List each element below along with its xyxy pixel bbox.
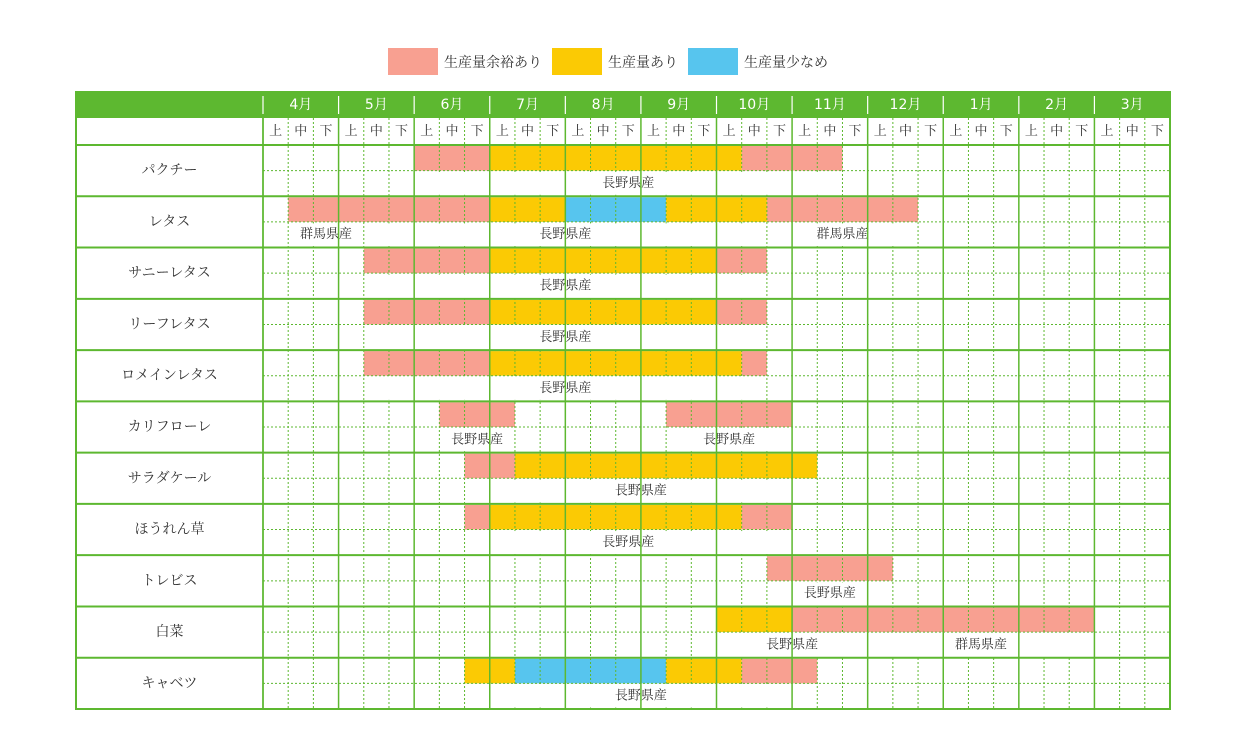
period-label: 下 (697, 124, 711, 139)
month-label: 6月 (440, 97, 464, 113)
period-label: 下 (1150, 124, 1164, 139)
crop-name: カリフローレ (127, 419, 212, 435)
crop-name: リーフレタス (128, 316, 211, 333)
origin-label: 群馬県産 (816, 227, 869, 243)
crop-name: パクチー (141, 162, 198, 179)
origin-label: 長野県産 (539, 381, 592, 397)
origin-label: 長野県産 (451, 432, 504, 448)
origin-label: 長野県産 (803, 586, 856, 602)
period-label: 下 (470, 124, 484, 139)
bar-surplus (666, 402, 792, 427)
period-label: 上 (949, 124, 963, 139)
crop-name: サニーレタス (128, 265, 211, 282)
bar-surplus (439, 402, 515, 427)
bar-normal (490, 300, 717, 325)
crop-name: トレビス (141, 572, 198, 589)
period-label: 中 (747, 124, 761, 139)
month-label: 1月 (969, 97, 993, 113)
bar-surplus (742, 351, 767, 376)
crop-name: ほうれん草 (134, 521, 205, 538)
period-label: 上 (344, 124, 358, 139)
origin-label: 長野県産 (602, 175, 655, 191)
period-label: 中 (445, 124, 459, 139)
period-label: 上 (495, 124, 509, 139)
period-label: 上 (798, 124, 812, 139)
legend-label-surplus: 生産量余裕あり (444, 54, 542, 71)
origin-label: 群馬県産 (299, 227, 352, 243)
period-label: 上 (1024, 124, 1038, 139)
bar-normal (490, 197, 566, 222)
origin-label: 長野県産 (703, 432, 756, 448)
period-label: 下 (924, 124, 938, 139)
origin-label: 長野県産 (539, 278, 592, 294)
bar-surplus (767, 556, 893, 581)
header-bar (76, 92, 1170, 118)
period-label: 上 (873, 124, 887, 139)
period-label: 中 (1050, 124, 1064, 139)
period-label: 中 (369, 124, 383, 139)
period-label: 下 (999, 124, 1013, 139)
month-label: 5月 (364, 97, 388, 113)
period-label: 中 (596, 124, 610, 139)
origin-label: 長野県産 (539, 329, 592, 345)
crop-name: 白菜 (155, 624, 184, 641)
bar-surplus (364, 249, 490, 274)
crop-name: サラダケール (127, 470, 212, 487)
period-label: 上 (1100, 124, 1114, 139)
bar-surplus (364, 351, 490, 376)
legend-label-normal: 生産量あり (608, 54, 678, 71)
origin-label: 長野県産 (614, 483, 667, 499)
period-label: 中 (672, 124, 686, 139)
bar-normal (717, 607, 793, 632)
period-label: 下 (848, 124, 862, 139)
bar-surplus (465, 505, 490, 530)
month-label: 4月 (289, 97, 313, 113)
period-label: 中 (898, 124, 912, 139)
period-label: 下 (395, 124, 409, 139)
origin-label: 群馬県産 (955, 637, 1008, 653)
period-label: 中 (974, 124, 988, 139)
period-label: 下 (621, 124, 635, 139)
month-label: 9月 (667, 97, 691, 113)
period-label: 中 (294, 124, 308, 139)
origin-label: 長野県産 (602, 534, 655, 550)
bar-surplus (364, 300, 490, 325)
bar-normal (490, 249, 717, 274)
bar-surplus (742, 659, 818, 684)
origin-label: 長野県産 (614, 688, 667, 704)
bar-surplus (414, 146, 490, 171)
bar-normal (490, 505, 742, 530)
bar-surplus (742, 505, 792, 530)
bar-normal (666, 659, 742, 684)
period-label: 上 (647, 124, 661, 139)
month-label: 7月 (516, 97, 540, 113)
month-label: 10月 (738, 97, 771, 113)
period-label: 中 (823, 124, 837, 139)
period-label: 下 (546, 124, 560, 139)
period-label: 上 (571, 124, 585, 139)
month-label: 3月 (1120, 97, 1144, 113)
period-label: 上 (722, 124, 736, 139)
crop-name: レタス (148, 213, 191, 230)
month-label: 11月 (813, 97, 846, 113)
crop-name: ロメインレタス (121, 367, 218, 384)
period-label: 中 (521, 124, 535, 139)
period-label: 上 (420, 124, 434, 139)
legend-label-low: 生産量少なめ (744, 54, 828, 71)
month-label: 2月 (1045, 97, 1069, 113)
month-label: 8月 (591, 97, 615, 113)
period-label: 中 (1125, 124, 1139, 139)
period-label: 上 (269, 124, 283, 139)
bar-surplus (717, 249, 767, 274)
month-label: 12月 (889, 97, 922, 113)
origin-label: 長野県産 (766, 637, 819, 653)
crop-name: キャベツ (141, 675, 198, 692)
origin-label: 長野県産 (539, 227, 592, 243)
period-label: 下 (772, 124, 786, 139)
period-label: 下 (1075, 124, 1089, 139)
period-label: 下 (319, 124, 333, 139)
